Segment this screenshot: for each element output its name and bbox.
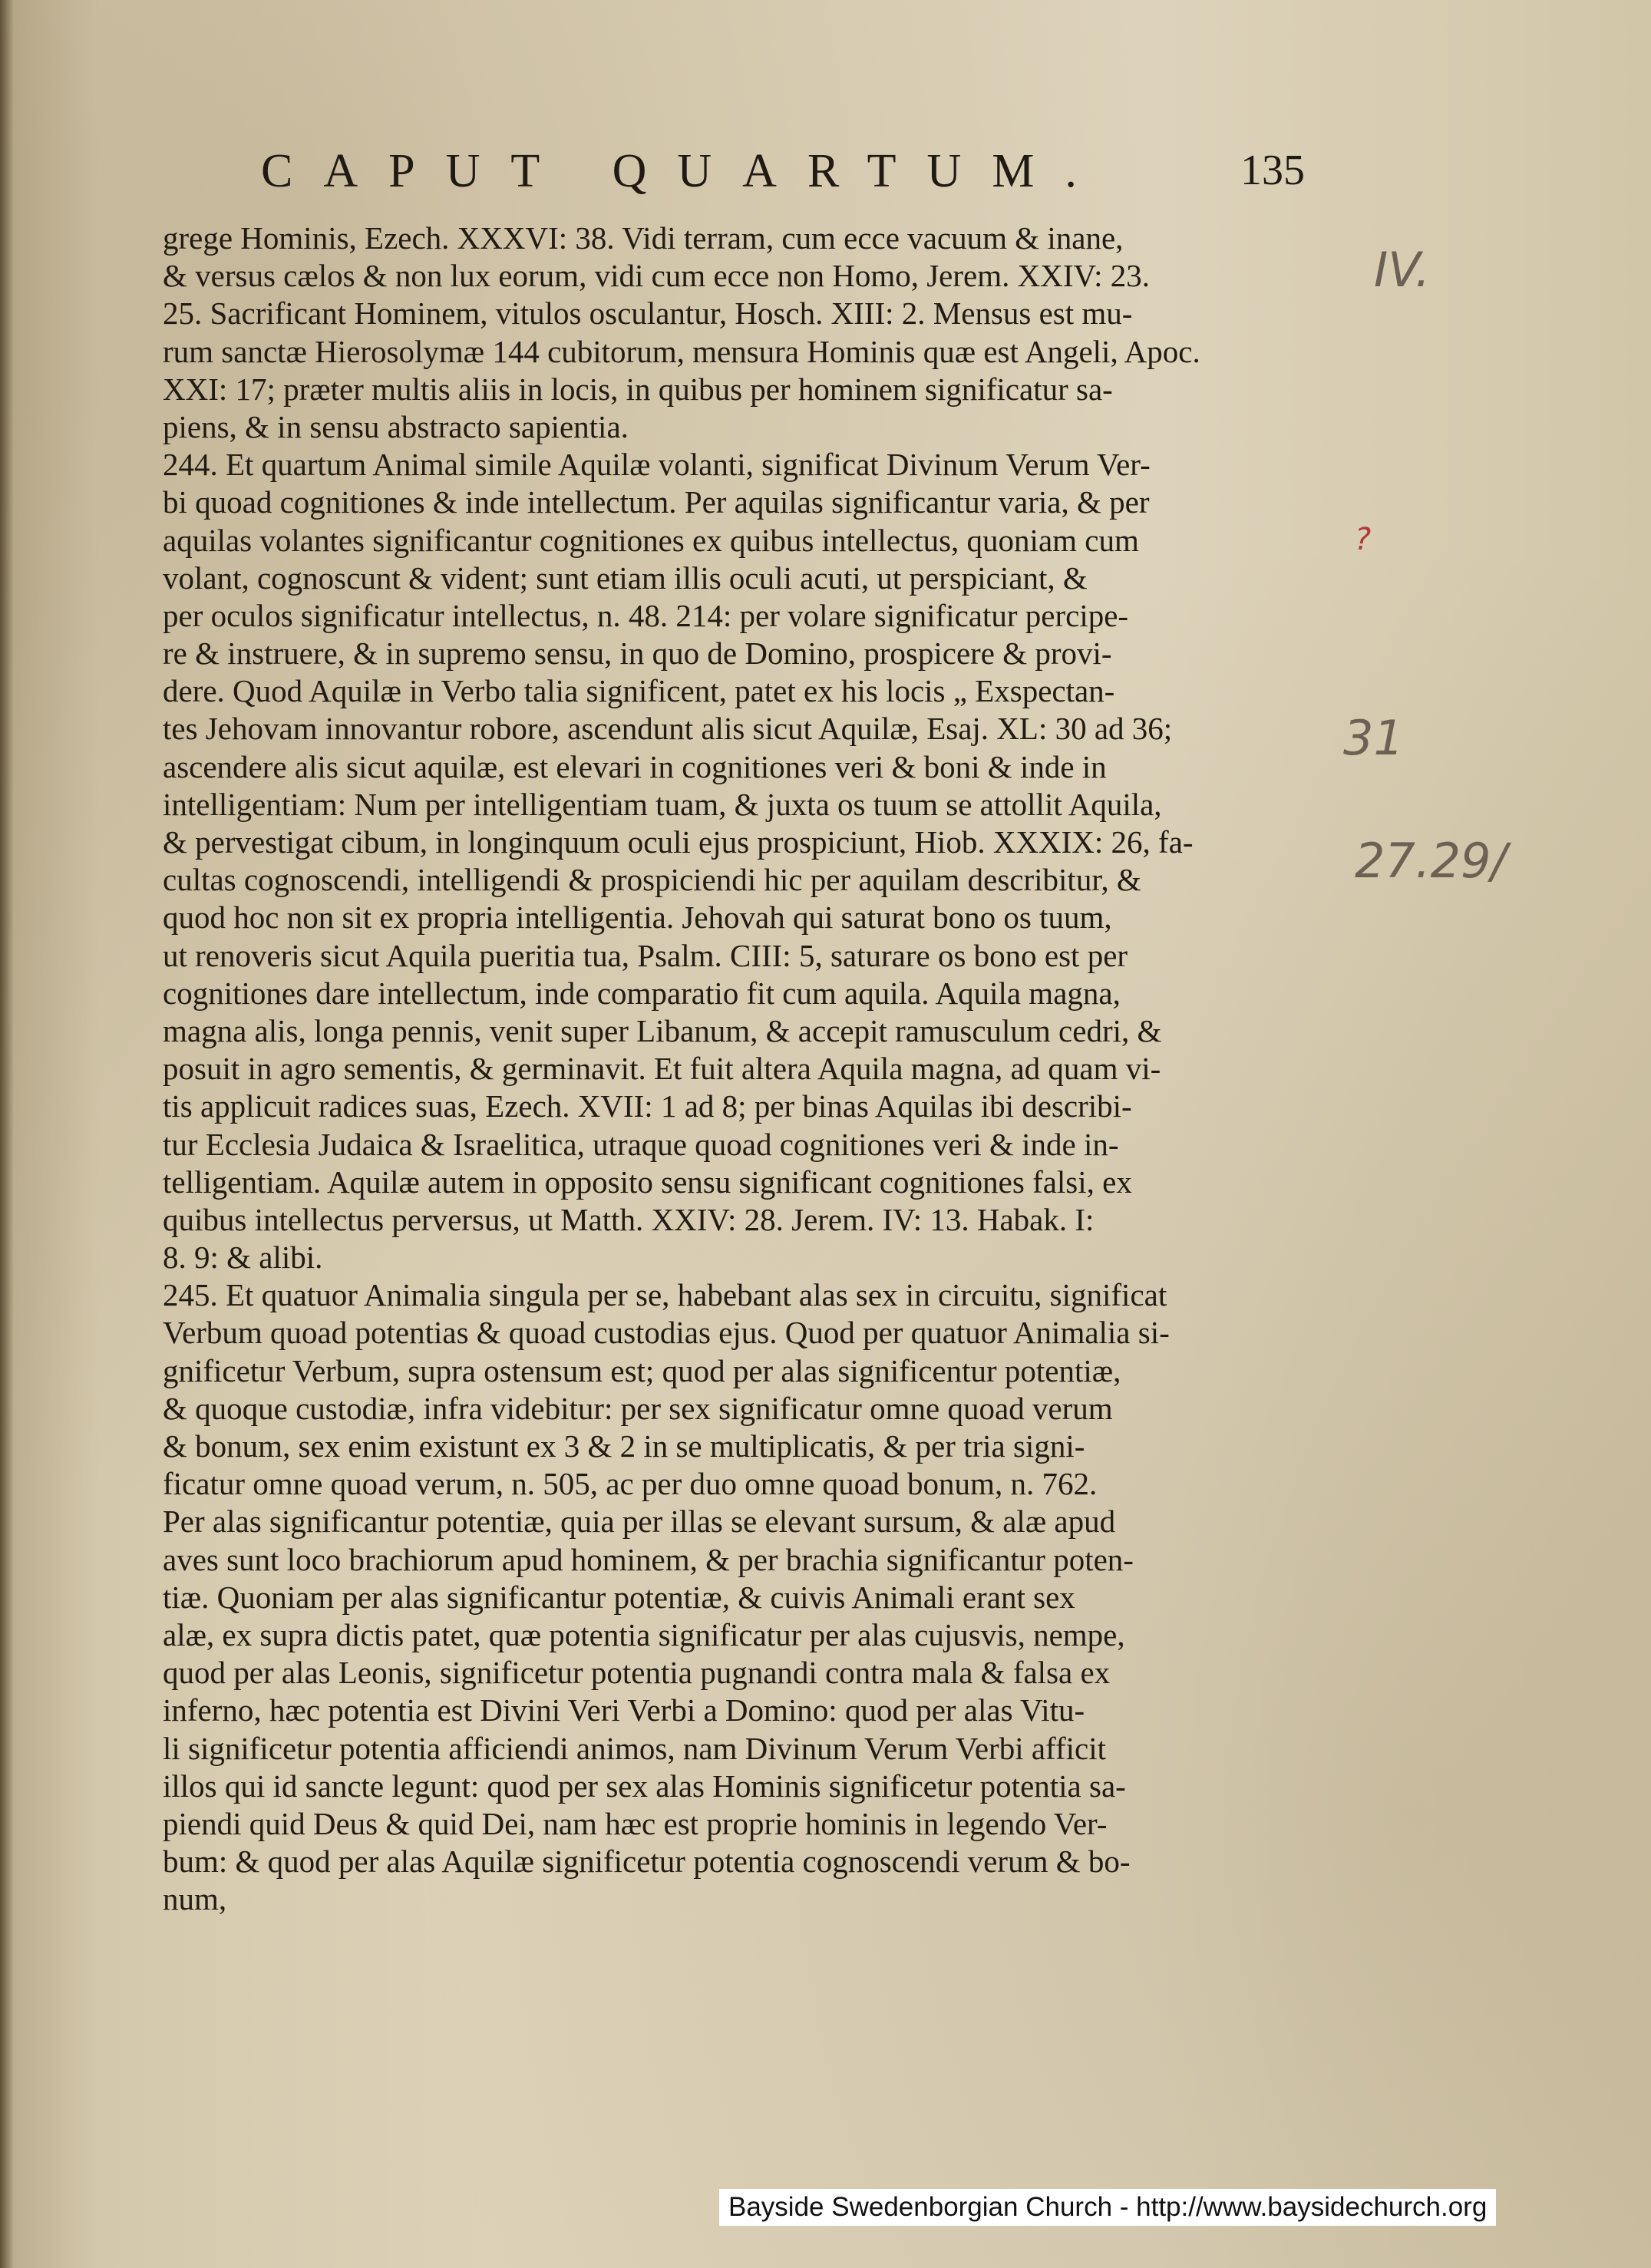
text-line: ascendere alis sicut aquilæ, est elevari in cognitiones veri & boni & inde in [163,748,1107,784]
text-line: telligentiam. Aquilæ autem in opposito sensu significant cognitiones falsi, ex [163,1164,1132,1200]
text-line: bum: & quod per alas Aquilæ significetur potentia cognoscendi verum & bo- [163,1844,1131,1880]
text-line: posuit in agro sementis, & germinavit. Et fuit altera Aquila magna, ad quam vi- [163,1051,1161,1087]
text-line: aves sunt loco brachiorum apud hominem, & per brachia significantur poten- [163,1541,1134,1577]
body-text [163,220,1299,1918]
text-line: per oculos significatur intellectus, n. 48. 214: per volare significatur percipe- [163,597,1129,633]
paragraph-245-line: 245. Et quatuor Animalia singula per se, habebant alas sex in circuitu, significat [163,1277,1167,1313]
page-binding-shadow [0,0,14,2268]
text-line: 25. Sacrificant Hominem, vitulos osculantur, Hosch. XIII: 2. Mensus est mu- [163,295,1133,332]
text-line: tiæ. Quoniam per alas significantur potentiæ, & cuivis Animali erant sex [163,1579,1075,1615]
text-line: aquilas volantes significantur cognitiones ex quibus intellectus, quoniam cum [163,522,1139,558]
text-line: num, [163,1881,227,1917]
text-line: quod hoc non sit ex propria intelligentia. Jehovah qui saturat bono os tuum, [163,900,1112,936]
text-line: piens, & in sensu abstracto sapientia. [163,408,629,444]
text-line: tes Jehovam innovantur robore, ascendunt alis sicut Aquilæ, Esaj. XL: 30 ad 36; [163,711,1173,747]
running-head: CAPUT QUARTUM. [261,145,1108,197]
text-line: intelligentiam: Num per intelligentiam tuam, & juxta os tuum se attollit Aquila, [163,786,1162,822]
text-line: volant, cognoscunt & vident; sunt etiam illis oculi acuti, ut perspiciant, & [163,560,1088,596]
text-line: li significetur potentia afficiendi animos, nam Divinum Verum Verbi afficit [163,1730,1106,1766]
text-line: quod per alas Leonis, significetur potentia pugnandi contra mala & falsa ex [163,1655,1111,1691]
source-credit: Bayside Swedenborgian Church - http://www.baysidechurch.org [719,2189,1496,2226]
text-line: illos qui id sancte legunt: quod per sex alas Hominis significetur potentia sa- [163,1768,1126,1804]
text-line: re & instruere, & in supremo sensu, in quo de Domino, prospicere & provi- [163,636,1112,672]
text-line: tur Ecclesia Judaica & Israelitica, utraque quoad cognitiones veri & inde in- [163,1126,1119,1162]
text-line: ficatur omne quoad verum, n. 505, ac per duo omne quoad bonum, n. 762. [163,1466,1098,1502]
text-line: & quoque custodiæ, infra videbitur: per sex significatur omne quoad verum [163,1390,1113,1426]
text-line: XXI: 17; præter multis aliis in locis, in quibus per hominem significatur sa- [163,371,1113,407]
text-line: inferno, hæc potentia est Divini Veri Verbi a Domino: quod per alas Vitu- [163,1692,1085,1728]
text-line: magna alis, longa pennis, venit super Libanum, & accepit ramusculum cedri, & [163,1012,1162,1048]
page-number: 135 [1240,147,1305,194]
text-line: & versus cælos & non lux eorum, vidi cum ecce non Homo, Jerem. XXIV: 23. [163,258,1150,294]
text-line: piendi quid Deus & quid Dei, nam hæc est proprie hominis in legendo Ver- [163,1805,1108,1841]
margin-note-question: ? [1355,522,1372,557]
margin-note-31: 31 [1343,710,1404,766]
text-line: & bonum, sex enim existunt ex 3 & 2 in se multiplicatis, & per tria signi- [163,1428,1085,1464]
paragraph-244-line: 244. Et quartum Animal simile Aquilæ volanti, significat Divinum Verum Ver- [163,447,1151,483]
margin-note-27-29: 27.29/ [1355,833,1507,889]
text-line: & pervestigat cibum, in longinquum oculi ejus prospiciunt, Hiob. XXXIX: 26, fa- [163,824,1194,860]
text-line: bi quoad cognitiones & inde intellectum. Per aquilas significantur varia, & per [163,484,1150,520]
text-line: gnificetur Verbum, supra ostensum est; quod per alas significentur potentiæ, [163,1352,1121,1388]
page-header [253,138,1305,207]
text-line: grege Hominis, Ezech. XXXVI: 38. Vidi terram, cum ecce vacuum & inane, [163,220,1124,256]
text-line: alæ, ex supra dictis patet, quæ potentia significatur per alas cujusvis, nempe, [163,1616,1125,1652]
text-line: cognitiones dare intellectum, inde comparatio fit cum aquila. Aquila magna, [163,975,1121,1011]
text-line: Per alas significantur potentiæ, quia per illas se elevant sursum, & alæ apud [163,1504,1116,1540]
text-line: quibus intellectus perversus, ut Matth. XXIV: 28. Jerem. IV: 13. Habak. I: [163,1201,1095,1237]
text-line: tis applicuit radices suas, Ezech. XVII: 1 ad 8; per binas Aquilas ibi describi- [163,1088,1132,1124]
text-line: ut renoveris sicut Aquila pueritia tua, Psalm. CIII: 5, saturare os bono est per [163,937,1128,973]
margin-note-iv: IV. [1374,242,1431,298]
text-line: cultas cognoscendi, intelligendi & prospiciendi hic per aquilam describitur, & [163,862,1141,898]
text-line: dere. Quod Aquilæ in Verbo talia significent, patet ex his locis „ Exspectan- [163,673,1115,709]
text-line: 8. 9: & alibi. [163,1240,323,1276]
text-line: Verbum quoad potentias & quoad custodias ejus. Quod per quatuor Animalia si- [163,1315,1170,1351]
text-line: rum sanctæ Hierosolymæ 144 cubitorum, mensura Hominis quæ est Angeli, Apoc. [163,333,1200,369]
